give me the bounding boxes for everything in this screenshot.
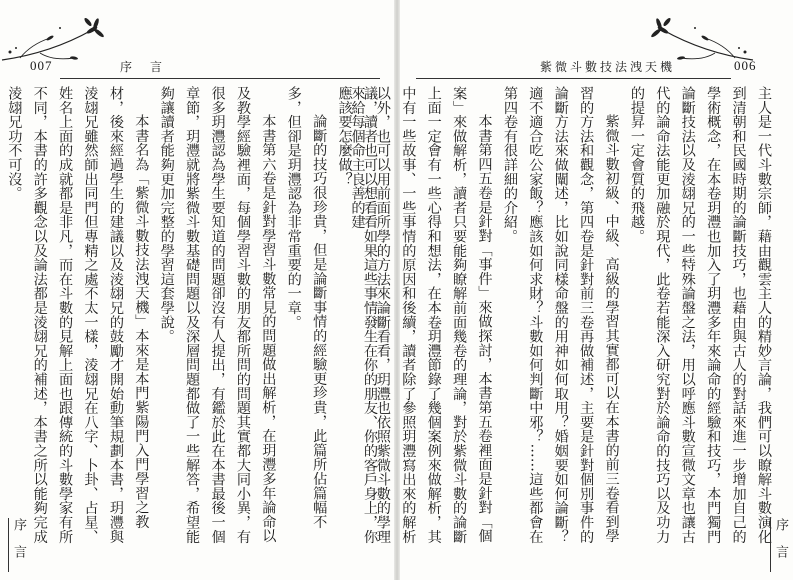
paragraph: 議，讀者也可以想看看如果這些事情發生在你的朋友、你的客戶身上，你應該要怎麼做？: [336, 86, 378, 544]
side-section-label: 序言: [770, 518, 790, 572]
left-page: [0, 0, 394, 580]
header-rule: [60, 78, 380, 79]
page-number: 006: [734, 58, 757, 73]
paragraph: 主人是一代斗數宗師，藉由觀雲主人的精妙言論，我們可以瞭解斗數演化到清朝和民國時期的論斷技巧，也藉由與古人的對話來進一步增加自己的學術概念，在本卷玥灃也加入了玥灃多年來論命的經驗和技巧，本門獨門論斷技法以及淩翃兄的一些特殊論盤之法，用以呼應斗數宣微文章也讓古代的論命法能更加融於現代，此卷若能深入研究對於論命的技巧以及功力的提昇一定會質的飛越。: [628, 86, 772, 544]
paragraph: 紫微斗數初級、中級、高級的學習其實都可以在本書的前三卷看到學習的方法和觀念，第四卷是針對前三卷再做補述，主要是針對個別事件的論斷方法來做闡述，比如說同樣命盤的用神如何取用？婚姻要如何論斷？適不適合吃公家飯？應該如何求財？斗數如何判斷中邪？……這些都會在第四卷有很詳細的介紹。: [501, 86, 620, 544]
side-section-label: 序言: [8, 518, 28, 572]
page-number: 007: [30, 58, 53, 73]
floral-ornament-icon: [0, 8, 120, 78]
paragraph: 本書第六卷是針對學習斗數常見的問題做出解析，在玥灃多年論命以及教學經驗裡面，每個學習斗數的朋友都所問的問題其實都大同小異，有很多玥灃認為學生要知道的問題卻沒有人提出，有鑑於此在本書最後一個章節，玥灃就將紫微斗數基礎問題以及深層問題都做了一些解答，希望能夠讓讀者能夠更加完整的學習這套學說。: [158, 86, 277, 544]
paragraph: 論斷的技巧很珍貴，但是論斷事情的經驗更珍貴，此篇所佔篇幅不多，但卻是玥灃認為非常重要的一章。: [285, 86, 328, 530]
running-header: 紫微斗數技法洩天機: [540, 60, 676, 74]
running-header: 序 言: [120, 60, 166, 74]
header-rule: [416, 78, 731, 79]
paragraph: [0, 86, 1, 548]
paragraph: 本書第四五卷是針對「事件」來做探討，本書第五卷裡面是針對「個案」來做解析，讀者只要能夠瞭解前面幾卷的理論，對於紫微斗數的論斷上面一定會有一些心得和想法，在本卷玥灃節錄了幾個案例來做解析，其中有一些故事、一些事情的原因和後續，讀者除了參照玥灃寫出來的解析以外，也可以用前面所學的方法來論斷看看，玥灃也依照紫微斗數的學理來給每個命主良善的建: [349, 86, 493, 544]
paragraph: 本書名為「紫微斗數技法洩天機」本來是本門紫陽門入門學習之教材，後來經過學生的建議以及淩翃兄的鼓勵才開始動筆規劃本書，玥灃與淩翃兄雖然師出同門但專精之處不太一樣，淩翃兄在八字、卜卦、占星、姓名上面的成就都是非凡，而在斗數的見解上面也跟傳統的斗數學家有所不同，本書的許多觀念以及論法都是淩翃兄的補述，本書之所以能夠完成淩翃兄功不可沒。: [6, 86, 150, 544]
